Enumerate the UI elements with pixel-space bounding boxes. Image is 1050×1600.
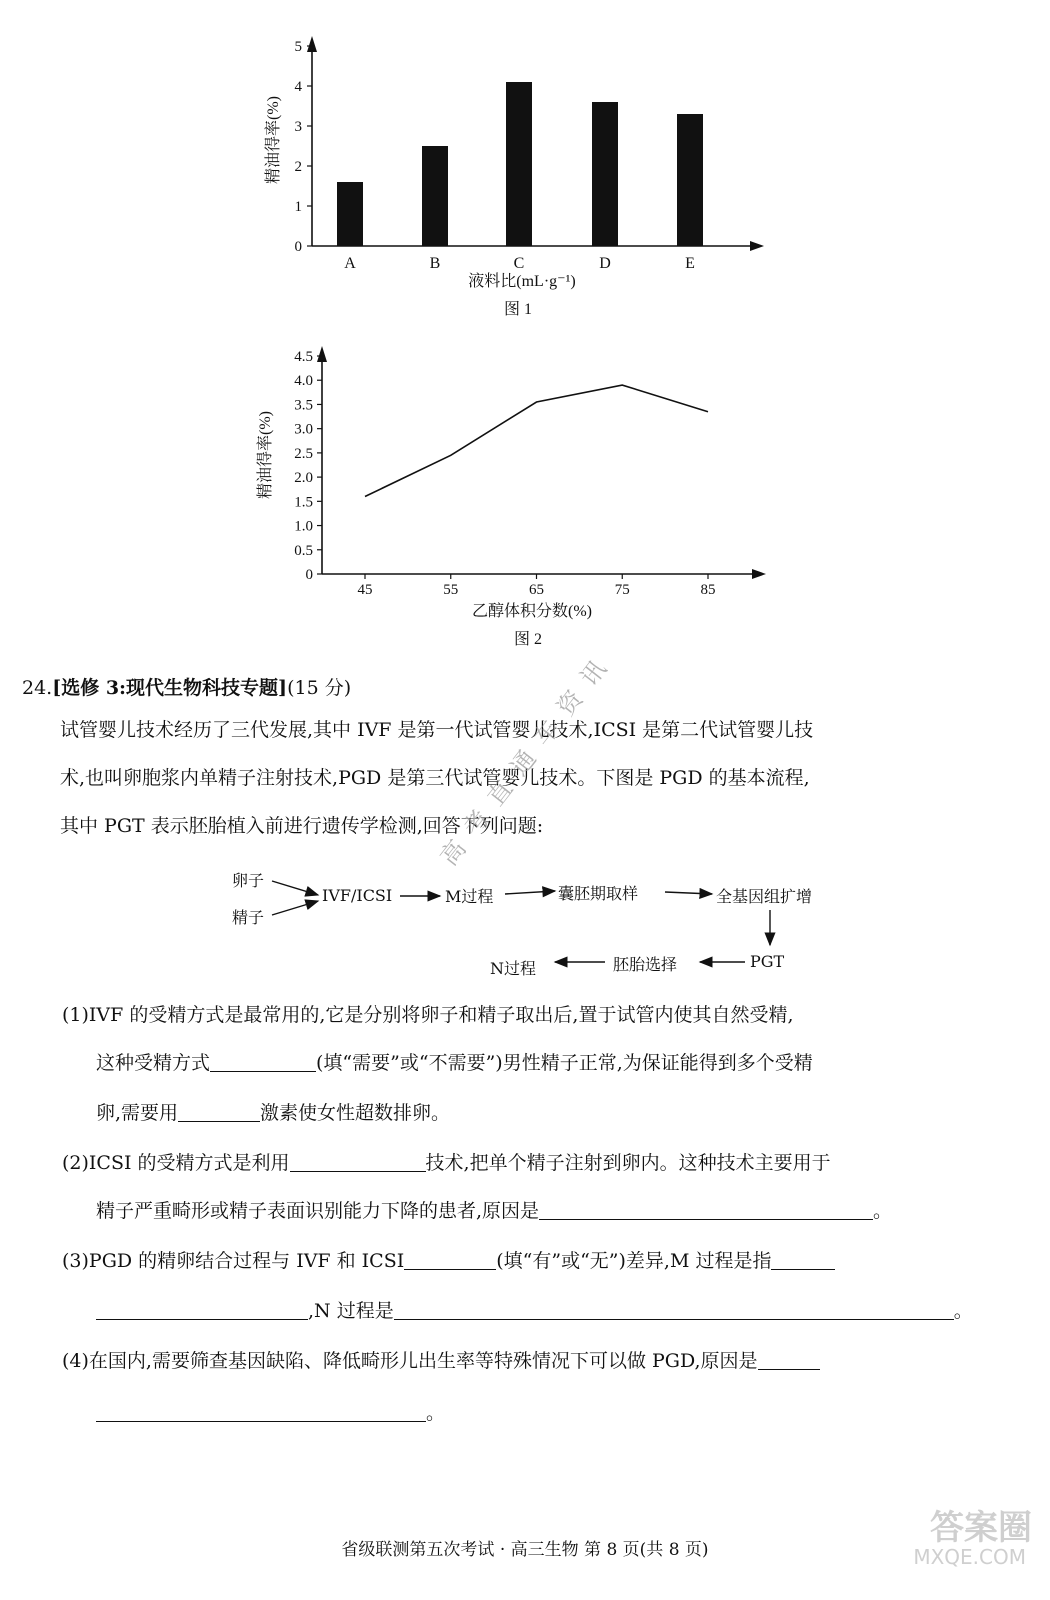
q2-line-2 [96, 1196, 892, 1223]
watermark-site: MXQE.COM [913, 1545, 1026, 1569]
q1-text-d: 激素使女性超数排卵。 [260, 1102, 451, 1124]
x-tick-label: 55 [443, 582, 459, 598]
y-tick-label: 1.5 [294, 494, 313, 511]
intro-line-3: 其中 PGT 表示胚胎植入前进行遗传学检测,回答下列问题: [60, 815, 544, 837]
x-tick-label: C [513, 255, 525, 272]
q1-line-2 [96, 1048, 813, 1075]
q4-period: 。 [426, 1402, 446, 1424]
q2-text-c: 精子严重畸形或精子表面识别能力下降的患者,原因是 [96, 1200, 540, 1222]
page-footer: 省级联测第五次考试 · 高三生物 第 8 页(共 8 页) [341, 1540, 709, 1560]
y-tick-label: 1 [294, 199, 302, 215]
q1-line-1: (1)IVF 的受精方式是最常用的,它是分别将卵子和精子取出后,置于试管内使其自然受精, [62, 1004, 794, 1026]
flow-ivf: IVF/ICSI [322, 886, 393, 905]
x-tick-label: 75 [614, 582, 630, 598]
q4-line-1 [62, 1346, 820, 1373]
q4-line-2 [96, 1398, 445, 1425]
q3-line-2 [96, 1296, 973, 1323]
x-tick-label: A [344, 255, 356, 272]
q1-text-b: (填“需要”或“不需要”)男性精子正常,为保证能得到多个受精 [316, 1052, 813, 1074]
y-tick-label: 0 [294, 239, 302, 255]
x-tick-label: D [599, 255, 611, 272]
question-number: 24. [22, 677, 53, 699]
answer-blank-q4-1[interactable] [758, 1368, 820, 1370]
y-tick-label: 4.0 [294, 373, 313, 390]
y-tick-label: 5 [294, 39, 302, 55]
flow-sample: 囊胚期取样 [558, 884, 639, 903]
flow-pgt: PGT [750, 952, 785, 971]
q2-period: 。 [873, 1200, 893, 1222]
q1-text-a: 这种受精方式 [96, 1052, 211, 1074]
q3-text-a: (3)PGD 的精卵结合过程与 IVF 和 ICSI [62, 1250, 405, 1272]
q3-period: 。 [953, 1300, 973, 1322]
intro-line-1: 试管婴儿技术经历了三代发展,其中 IVF 是第一代试管婴儿技术,ICSI 是第二代试管婴儿技 [60, 719, 814, 741]
chart1-ylabel: 精油得率(%) [265, 96, 282, 184]
chart2-xlabel: 乙醇体积分数(%) [472, 603, 592, 620]
flow-select: 胚胎选择 [613, 955, 678, 974]
answer-blank-q4-2[interactable] [96, 1420, 426, 1422]
flow-n: N过程 [490, 959, 537, 978]
y-tick-label: 2 [294, 159, 302, 175]
q2-line-1 [62, 1148, 831, 1175]
arrow-sample-amplify [665, 892, 712, 894]
q3-text-c: ,N 过程是 [308, 1300, 394, 1322]
q1-line-3 [96, 1098, 450, 1125]
question-topic: [选修 3:现代生物科技专题] [52, 677, 288, 699]
q4-text-a: (4)在国内,需要筛查基因缺陷、降低畸形儿出生率等特殊情况下可以做 PGD,原因是 [62, 1350, 758, 1372]
y-tick-label: 4.5 [294, 349, 313, 365]
chart2-ylabel: 精油得率(%) [257, 411, 274, 499]
arrow-sperm [272, 901, 318, 915]
answer-blank-q1-1[interactable] [210, 1070, 316, 1072]
answer-blank-q2-2[interactable] [539, 1218, 873, 1220]
answer-blank-q2-1[interactable] [290, 1170, 426, 1172]
y-tick-label: 2.5 [294, 445, 313, 462]
question-score: (15 分) [287, 677, 352, 699]
x-tick-label: 65 [529, 582, 544, 598]
q1-text-c: 卵,需要用 [96, 1102, 179, 1124]
answer-blank-q3-1[interactable] [404, 1268, 496, 1270]
y-tick-label: 1.0 [294, 518, 313, 535]
x-tick-label: B [429, 255, 441, 272]
flow-sperm: 精子 [232, 908, 265, 927]
arrow-m-sample [505, 891, 555, 894]
flow-m: M过程 [445, 887, 494, 906]
q2-text-a: (2)ICSI 的受精方式是利用 [62, 1152, 290, 1174]
x-tick-label: E [685, 255, 695, 272]
y-tick-label: 3.0 [294, 421, 313, 438]
chart2-title: 图 2 [513, 631, 543, 648]
flow-egg: 卵子 [232, 871, 265, 890]
q2-text-b: 技术,把单个精子注射到卵内。这种技术主要用于 [425, 1152, 831, 1174]
x-tick-label: 45 [357, 582, 373, 598]
watermark-brand: 答案圈 [930, 1508, 1032, 1548]
y-tick-label: 3 [294, 119, 302, 135]
y-tick-label: 4 [294, 79, 302, 95]
answer-blank-q1-2[interactable] [178, 1120, 260, 1122]
intro-line-2: 术,也叫卵胞浆内单精子注射技术,PGD 是第三代试管婴儿技术。下图是 PGD 的基本流程, [60, 767, 810, 789]
x-tick-label: 85 [700, 582, 716, 598]
answer-blank-q3-3[interactable] [96, 1318, 308, 1320]
answer-blank-q3-2[interactable] [771, 1268, 835, 1270]
arrow-egg [272, 881, 318, 895]
chart1-title: 图 1 [503, 301, 533, 318]
y-tick-label: 0.5 [294, 542, 313, 559]
answer-blank-q3-4[interactable] [394, 1318, 954, 1320]
flow-amplify: 全基因组扩增 [716, 887, 813, 906]
diagonal-watermark: 高考直通车资讯 [434, 644, 621, 871]
q3-text-b: (填“有”或“无”)差异,M 过程是指 [496, 1250, 772, 1272]
y-tick-label: 3.5 [294, 397, 313, 414]
y-tick-label: 0 [305, 567, 313, 583]
chart1-xlabel: 液料比(mL·g⁻¹) [468, 273, 576, 290]
y-tick-label: 2.0 [294, 470, 313, 487]
q3-line-1 [62, 1246, 835, 1273]
